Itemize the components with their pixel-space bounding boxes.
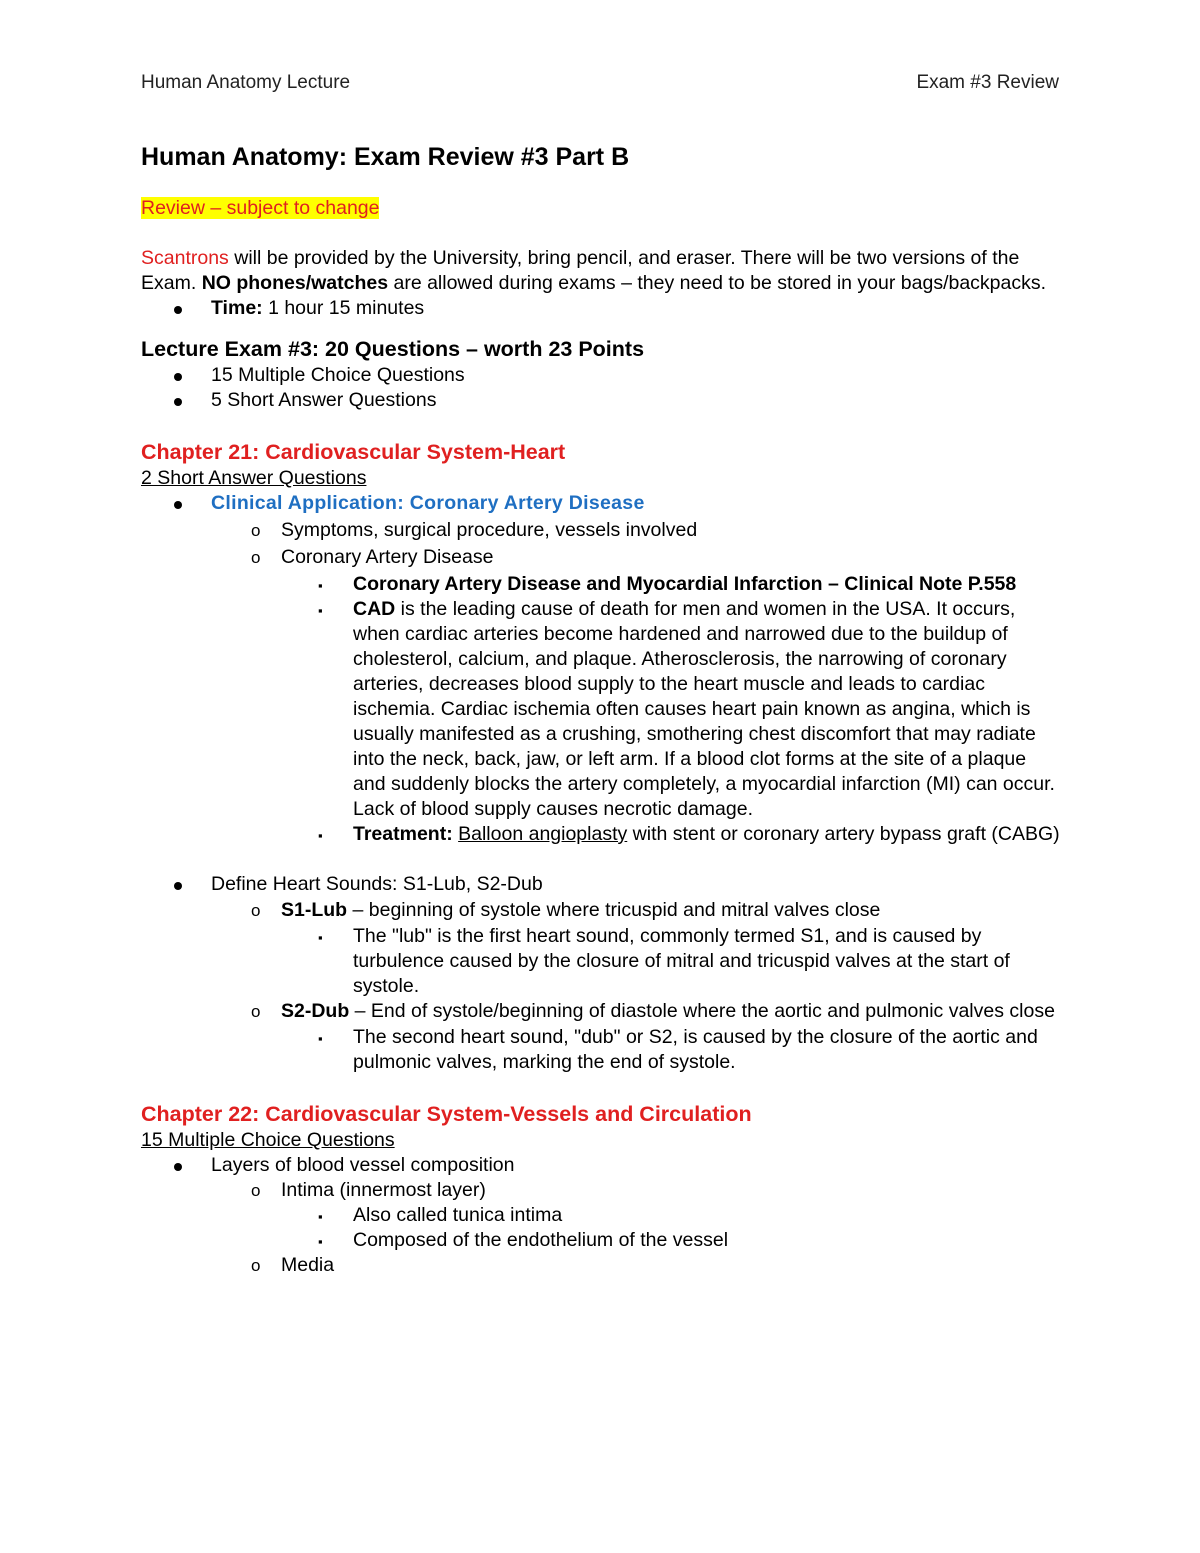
circle-bullet-icon: o (251, 548, 261, 567)
circle-bullet-icon: o (251, 1256, 261, 1275)
bullet-icon (174, 1153, 182, 1178)
list-item-text: Also called tunica intima (353, 1204, 563, 1226)
square-bullet-icon: ▪ (318, 1234, 323, 1249)
list-item-text: Define Heart Sounds: S1-Lub, S2-Dub (211, 873, 543, 895)
list-item (141, 491, 1061, 516)
list-item (141, 822, 1061, 847)
square-bullet-icon: ▪ (318, 1031, 323, 1046)
list-item (141, 1153, 1061, 1178)
list-item (141, 572, 1061, 597)
list-item (141, 1203, 1061, 1228)
list-item-time (141, 296, 1061, 321)
circle-bullet-icon: o (251, 1181, 261, 1200)
scantrons-text: Scantrons (141, 247, 229, 269)
time-value: 1 hour 15 minutes (262, 297, 425, 319)
chapter-21-subheading: 2 Short Answer Questions (141, 467, 367, 489)
list-item (141, 388, 1061, 413)
review-note (141, 196, 1061, 221)
list-item (141, 1025, 1061, 1075)
list-item (141, 999, 1061, 1024)
square-bullet-icon: ▪ (318, 828, 323, 843)
list-item (141, 518, 1061, 543)
treatment-text: with stent or coronary artery bypass graft (CABG) (627, 823, 1060, 845)
cad-description: is the leading cause of death for men and women in the USA. It occurs, when cardiac arteries become hardened and narrowed due to the buildup of cholesterol, calcium, and plaque. Atherosclerosis, the narrowing of coronary arteries, decreases blood supply to the heart muscle and leads to cardiac ischemia. Cardiac ischemia often causes heart pain known as angina, which is usually manifested as a crushing, smothering chest discomfort that may radiate into the neck, back, jaw, or left arm. If a blood clot forms at the site of a plaque and suddenly blocks the artery completely, a myocardial infarction (MI) can occur. Lack of blood supply causes necrotic damage. (353, 598, 1055, 820)
list-item-text: Media (281, 1254, 335, 1276)
square-bullet-icon: ▪ (318, 578, 323, 593)
intro-text-2: are allowed during exams – they need to be stored in your bags/backpacks. (388, 272, 1047, 294)
list-item-text: 5 Short Answer Questions (211, 389, 437, 411)
circle-bullet-icon: o (251, 1002, 261, 1021)
list-item-text: 15 Multiple Choice Questions (211, 364, 465, 386)
circle-bullet-icon: o (251, 521, 261, 540)
circle-bullet-icon: o (251, 901, 261, 920)
lecture-exam-heading: Lecture Exam #3: 20 Questions – worth 23 Points (141, 337, 645, 361)
s2-detail: The second heart sound, "dub" or S2, is caused by the closure of the aortic and pulmonic valves, marking the end of systole. (353, 1026, 1038, 1073)
list-item (141, 545, 1061, 570)
no-phones-text: NO phones/watches (201, 272, 389, 294)
bullet-icon (174, 872, 182, 897)
time-label: Time: (211, 297, 263, 319)
list-item-text: Layers of blood vessel composition (211, 1154, 515, 1176)
bullet-icon (174, 388, 182, 413)
review-highlight: Review – subject to change (141, 197, 380, 219)
cad-label: CAD (353, 598, 396, 620)
list-item (141, 1178, 1061, 1203)
s1-label: S1-Lub (281, 899, 348, 921)
list-item (141, 1253, 1061, 1278)
square-bullet-icon: ▪ (318, 1209, 323, 1224)
chapter-22-subheading: 15 Multiple Choice Questions (141, 1129, 395, 1151)
bullet-icon (174, 363, 182, 388)
treatment-label: Treatment: (353, 823, 453, 845)
s2-text: – End of systole/beginning of diastole where the aortic and pulmonic valves close (349, 1000, 1055, 1022)
s1-detail: The "lub" is the first heart sound, commonly termed S1, and is caused by turbulence caused by the closure of mitral and tricuspid valves at the start of systole. (353, 925, 1010, 997)
bullet-icon (174, 296, 182, 321)
page-title: Human Anatomy: Exam Review #3 Part B (141, 143, 630, 171)
list-item-text: Composed of the endothelium of the vessel (353, 1229, 729, 1251)
s1-text: – beginning of systole where tricuspid and mitral valves close (347, 899, 881, 921)
treatment-underlined: Balloon angioplasty (458, 823, 628, 845)
square-bullet-icon: ▪ (318, 603, 323, 618)
list-item (141, 597, 1061, 822)
header-right: Exam #3 Review (916, 72, 1059, 93)
list-item (141, 924, 1061, 999)
clinical-note-title: Coronary Artery Disease and Myocardial Infarction – Clinical Note P.558 (353, 573, 1017, 595)
list-item-text: Intima (innermost layer) (281, 1179, 486, 1201)
chapter-22-heading: Chapter 22: Cardiovascular System-Vessels and Circulation (141, 1102, 752, 1126)
intro-paragraph (141, 246, 1061, 296)
list-item (141, 898, 1061, 923)
s2-label: S2-Dub (281, 1000, 350, 1022)
list-item-text: Coronary Artery Disease (281, 546, 494, 568)
clinical-application-heading: Clinical Application: Coronary Artery Disease (211, 492, 645, 514)
document-body (141, 140, 1061, 1278)
chapter-21-heading: Chapter 21: Cardiovascular System-Heart (141, 440, 566, 464)
list-item (141, 1228, 1061, 1253)
square-bullet-icon: ▪ (318, 930, 323, 945)
list-item-text: Symptoms, surgical procedure, vessels involved (281, 519, 698, 541)
bullet-icon (174, 491, 182, 516)
intro-text-1: will be provided by the University, bring pencil, and eraser. There will be two versions of the Exam. (141, 247, 1020, 294)
list-item (141, 363, 1061, 388)
header-left: Human Anatomy Lecture (141, 72, 351, 93)
list-item (141, 872, 1061, 897)
